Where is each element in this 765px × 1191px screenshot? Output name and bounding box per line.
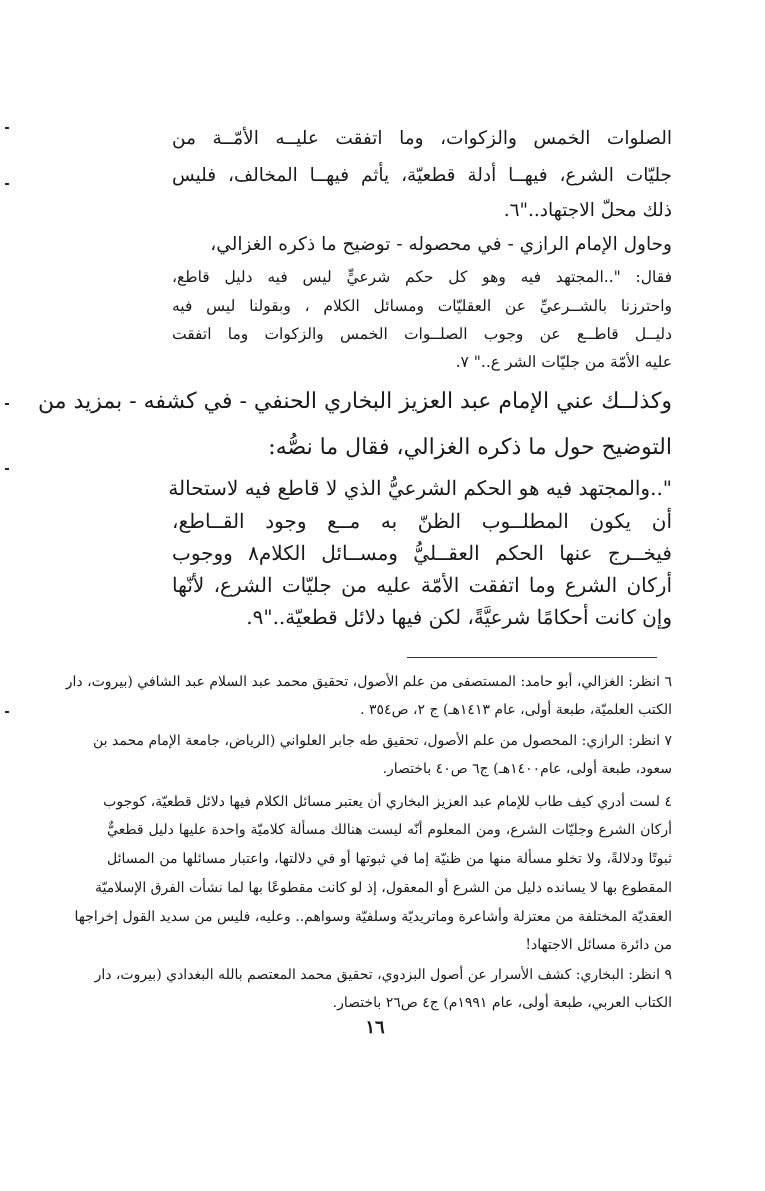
page-number: ١٦ (365, 1017, 385, 1038)
body-line: الصلوات الخمس والزكوات، وما اتفقت عليــه الأمّــة من (172, 128, 672, 149)
footnote-line: ٧ انظر: الرازي: المحصول من علم الأصول، تحقيق طه جابر العلواني (الرياض، جامعة الإمام محمد بن (93, 733, 672, 749)
footnote-separator (407, 657, 657, 658)
quote-line: أن يكون المطلــوب الظنّ به مــع وجود القــاطع، (172, 509, 672, 533)
body-line: جليّات الشرع، فيهــا أدلة قطعيّة، يأثم فيهــا المخالف، فليس (172, 165, 672, 186)
margin-mark (5, 127, 9, 129)
body-line: التوضيح حول ما ذكره الغزالي، فقال ما نصُّه: (268, 435, 672, 460)
quote-line: أركان الشرع وما اتفقت الأمّة عليه من جليّات الشرع، لأنّها (172, 573, 672, 597)
footnote-line: من دائرة مسائل الاجتهاد! (525, 937, 672, 953)
quote-line: واحترزنا بالشــرعيِّ عن العقليّات ومسائل الكلام ، وبقولنا ليس فيه (172, 297, 672, 315)
body-line: وحاول الإمام الرازي - في محصوله - توضيح ما ذكره الغزالي، (210, 234, 672, 255)
margin-mark (5, 183, 9, 185)
quote-line: فيخــرج عنها الحكم العقــليُّ ومســائل الكلام٨ ووجوب (172, 541, 672, 565)
footnote-line: ثبوتًا ودلالةً، ولا تخلو مسألة منها من ظنيّة إما في ثبوتها أو في دلالتها، واعتبار مسائلها من المسائل (107, 851, 672, 867)
margin-mark (5, 468, 9, 470)
quote-line: فقال: "..المجتهد فيه وهو كل حكم شرعيٍّ ليس فيه دليل قاطع، (172, 268, 672, 286)
margin-mark (5, 403, 9, 405)
footnote-line: أركان الشرع وجليّات الشرع، ومن المعلوم أنّه ليست هنالك مسألة كلاميّة واحدة عليها دليل قطعيٌّ (107, 822, 672, 838)
footnote-line: سعود، طبعة أولى، عام١٤٠٠هـ) ج٦ ص٤٠ باختصار. (382, 761, 672, 777)
margin-mark (5, 711, 9, 713)
footnote-line: المقطوع بها لا يسانده دليل من الشرع أو المعقول، إذ لو كانت مقطوعًا بها لما نشأت الفرق الإسلاميّة (95, 880, 672, 896)
footnote-line: ٩ انظر: البخاري: كشف الأسرار عن أصول البزدوي، تحقيق محمد المعتصم بالله البغدادي (بيروت، دار (94, 967, 672, 983)
footnote-line: ٤ لست أدري كيف طاب للإمام عبد العزيز البخاري أن يعتبر مسائل الكلام فيها دلائل قطعيّة، كوجوب (103, 794, 672, 810)
quote-line: وإن كانت أحكامًا شرعيَّةً، لكن فيها دلائل قطعيّة.."٩. (246, 605, 672, 629)
body-line: وكذلــك عني الإمام عبد العزيز البخاري الحنفي - في كشفه - بمزيد من (38, 389, 672, 414)
body-line: ذلك محلّ الاجتهاد.."٦. (503, 200, 672, 221)
footnote-line: الكتب العلميّة، طبعة أولى، عام ١٤١٣هـ) ج ٢، ص٣٥٤ . (360, 702, 672, 718)
quote-line: عليه الأمّة من جليّات الشر ع.." ٧. (455, 353, 672, 371)
footnote-line: الكتاب العربي، طبعة أولى، عام ١٩٩١م) ج٤ ص٢٦ باختصار. (332, 995, 672, 1011)
footnote-line: العقديّة المختلفة من معتزلة وأشاعرة وماتريديّة وسلفيّة وسواهم.. وعليه، فليس من سديد القول إخراجها (74, 909, 672, 925)
quote-line: دليــل قاطــع عن وجوب الصلــوات الخمس والزكوات وما اتفقت (172, 325, 672, 343)
footnote-line: ٦ انظر: الغزالي، أبو حامد: المستصفى من علم الأصول، تحقيق محمد عبد السلام عبد الشافي (بيروت، دار (65, 674, 672, 690)
quote-line: "..والمجتهد فيه هو الحكم الشرعيُّ الذي لا قاطع فيه لاستحالة (168, 476, 672, 500)
